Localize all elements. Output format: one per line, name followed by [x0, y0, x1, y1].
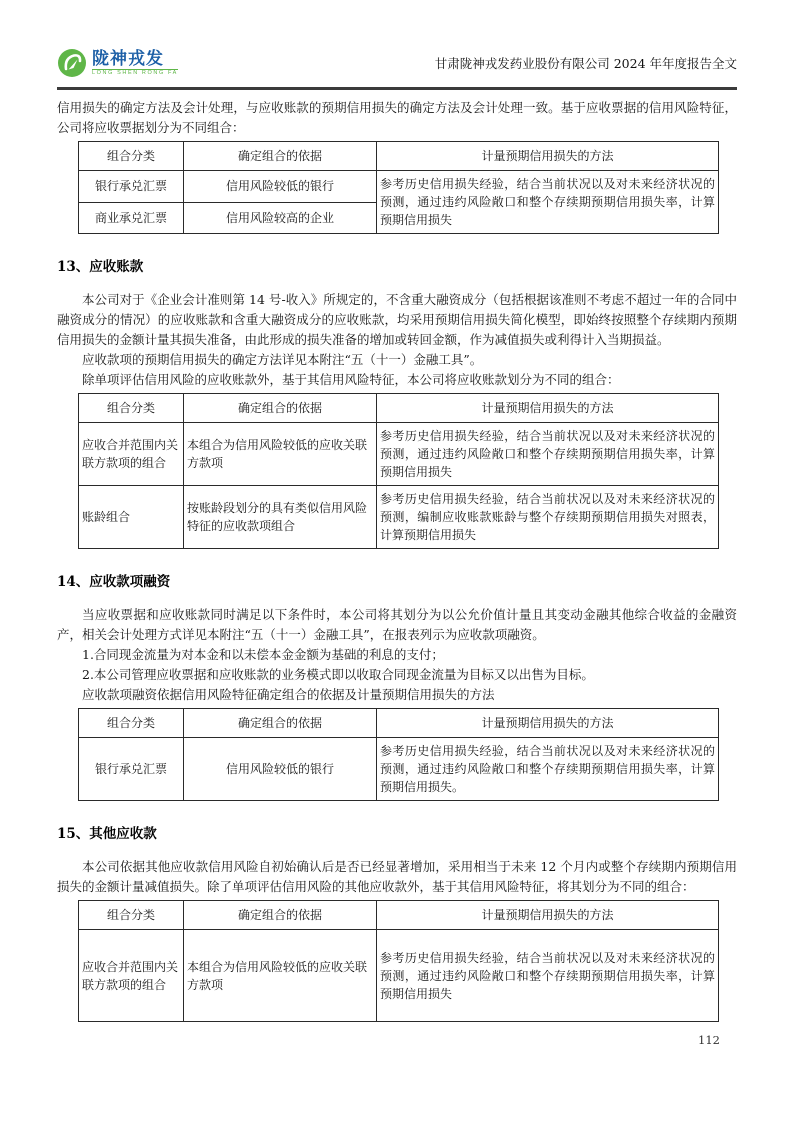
cell-basis: 本组合为信用风险较低的应收关联方款项: [184, 930, 377, 1022]
header-cell-category: 组合分类: [79, 142, 184, 171]
section-14-heading: 14、应收款项融资: [57, 574, 171, 590]
cell-category: 银行承兑汇票: [79, 171, 184, 203]
company-logo-text-cn: 陇神戎发: [92, 48, 164, 68]
table-row: [79, 930, 719, 1022]
page-content: [57, 90, 737, 1022]
section-15-heading: 15、其他应收款: [57, 826, 157, 842]
other-receivables-table: [78, 900, 719, 1022]
table-header-row: [79, 394, 719, 423]
section-14-paragraph-3: 2.本公司管理应收票据和应收账款的业务模式即以收取合同现金流量为目标又以出售为目标。: [82, 667, 594, 682]
section-15-paragraph-1: 本公司依据其他应收款信用风险自初始确认后是否已经显著增加，采用相当于未来 12 个月内或整个存续期内预期信用损失的金额计量减值损失。除了单项评估信用风险的其他应收款外，基于其信用风险特征，将其划分为不同的组合：: [57, 859, 737, 894]
header-cell-method: 计量预期信用损失的方法: [377, 142, 719, 171]
header-cell-method: 计量预期信用损失的方法: [377, 394, 719, 423]
section-14-paragraph-4: 应收款项融资依据信用风险特征确定组合的依据及计量预期信用损失的方法: [82, 687, 495, 702]
cell-method-merged: 参考历史信用损失经验，结合当前状况以及对未来经济状况的预测，通过违约风险敞口和整个存续期预期信用损失率，计算预期信用损失: [377, 171, 719, 234]
table-row: [79, 486, 719, 549]
header-cell-basis: 确定组合的依据: [184, 394, 377, 423]
table-row: [79, 423, 719, 486]
section-13-paragraph-1: 本公司对于《企业会计准则第 14 号-收入》所规定的，不含重大融资成分（包括根据该准则不考虑不超过一年的合同中融资成分的情况）的应收账款和含重大融资成分的应收账款，均采用预期信用损失简化模型，即始终按照整个存续期内预期信用损失的金额计量其损失准备，由此形成的损失准备的增加或转回金额，作为减值损失或利得计入当期损益。: [57, 292, 737, 347]
cell-basis: 信用风险较低的银行: [184, 171, 377, 203]
report-header-title: 甘肃陇神戎发药业股份有限公司 2024 年年度报告全文: [434, 56, 737, 71]
cell-category: 应收合并范围内关联方款项的组合: [79, 423, 184, 486]
table-header-row: [79, 142, 719, 171]
company-logo: [57, 48, 178, 78]
bills-receivable-table: [78, 141, 719, 234]
cell-basis: 信用风险较低的银行: [184, 738, 377, 801]
cell-category: 银行承兑汇票: [79, 738, 184, 801]
section-13-paragraph-3: 除单项评估信用风险的应收账款外，基于其信用风险特征，本公司将应收账款划分为不同的组合：: [82, 372, 620, 387]
page-header: [57, 44, 737, 90]
section-14-paragraph-2: 1.合同现金流量为对本金和以未偿本金金额为基础的利息的支付；: [82, 647, 444, 662]
page-number: 112: [698, 1033, 720, 1047]
table-header-row: [79, 709, 719, 738]
header-cell-basis: 确定组合的依据: [184, 142, 377, 171]
accounts-receivable-table: [78, 393, 719, 549]
company-logo-icon: [57, 48, 87, 78]
table-row: [79, 171, 719, 203]
cell-method: 参考历史信用损失经验，结合当前状况以及对未来经济状况的预测，通过违约风险敞口和整个存续期预期信用损失率，计算预期信用损失: [377, 930, 719, 1022]
header-cell-basis: 确定组合的依据: [184, 901, 377, 930]
company-logo-text-en: LONG SHEN RONG FA: [92, 69, 178, 76]
cell-category: 商业承兑汇票: [79, 202, 184, 234]
cell-method: 参考历史信用损失经验，结合当前状况以及对未来经济状况的预测，通过违约风险敞口和整个存续期预期信用损失率，计算预期信用损失。: [377, 738, 719, 801]
cell-category: 账龄组合: [79, 486, 184, 549]
cell-basis: 本组合为信用风险较低的应收关联方款项: [184, 423, 377, 486]
cell-method: 参考历史信用损失经验，结合当前状况以及对未来经济状况的预测，通过违约风险敞口和整个存续期预期信用损失率，计算预期信用损失: [377, 423, 719, 486]
table-row: [79, 738, 719, 801]
header-cell-category: 组合分类: [79, 394, 184, 423]
section-14-paragraph-1: 当应收票据和应收账款同时满足以下条件时，本公司将其划分为以公允价值计量且其变动金融其他综合收益的金融资产，相关会计处理方式详见本附注“五（十一）金融工具”，在报表列示为应收款项融资。: [57, 607, 737, 642]
header-cell-method: 计量预期信用损失的方法: [377, 709, 719, 738]
header-cell-category: 组合分类: [79, 709, 184, 738]
receivables-financing-table: [78, 708, 719, 801]
cell-basis: 按账龄段划分的具有类似信用风险特征的应收款项组合: [184, 486, 377, 549]
lead-paragraph: 信用损失的确定方法及会计处理，与应收账款的预期信用损失的确定方法及会计处理一致。基于应收票据的信用风险特征，公司将应收票据划分为不同组合：: [57, 100, 737, 135]
table-header-row: [79, 901, 719, 930]
cell-category: 应收合并范围内关联方款项的组合: [79, 930, 184, 1022]
cell-method: 参考历史信用损失经验，结合当前状况以及对未来经济状况的预测，编制应收账款账龄与整个存续期预期信用损失对照表，计算预期信用损失: [377, 486, 719, 549]
section-13-paragraph-2: 应收款项的预期信用损失的确定方法详见本附注“五（十一）金融工具”。: [82, 352, 483, 367]
section-13-heading: 13、应收账款: [57, 259, 144, 275]
header-cell-basis: 确定组合的依据: [184, 709, 377, 738]
header-cell-category: 组合分类: [79, 901, 184, 930]
cell-basis: 信用风险较高的企业: [184, 202, 377, 234]
header-cell-method: 计量预期信用损失的方法: [377, 901, 719, 930]
